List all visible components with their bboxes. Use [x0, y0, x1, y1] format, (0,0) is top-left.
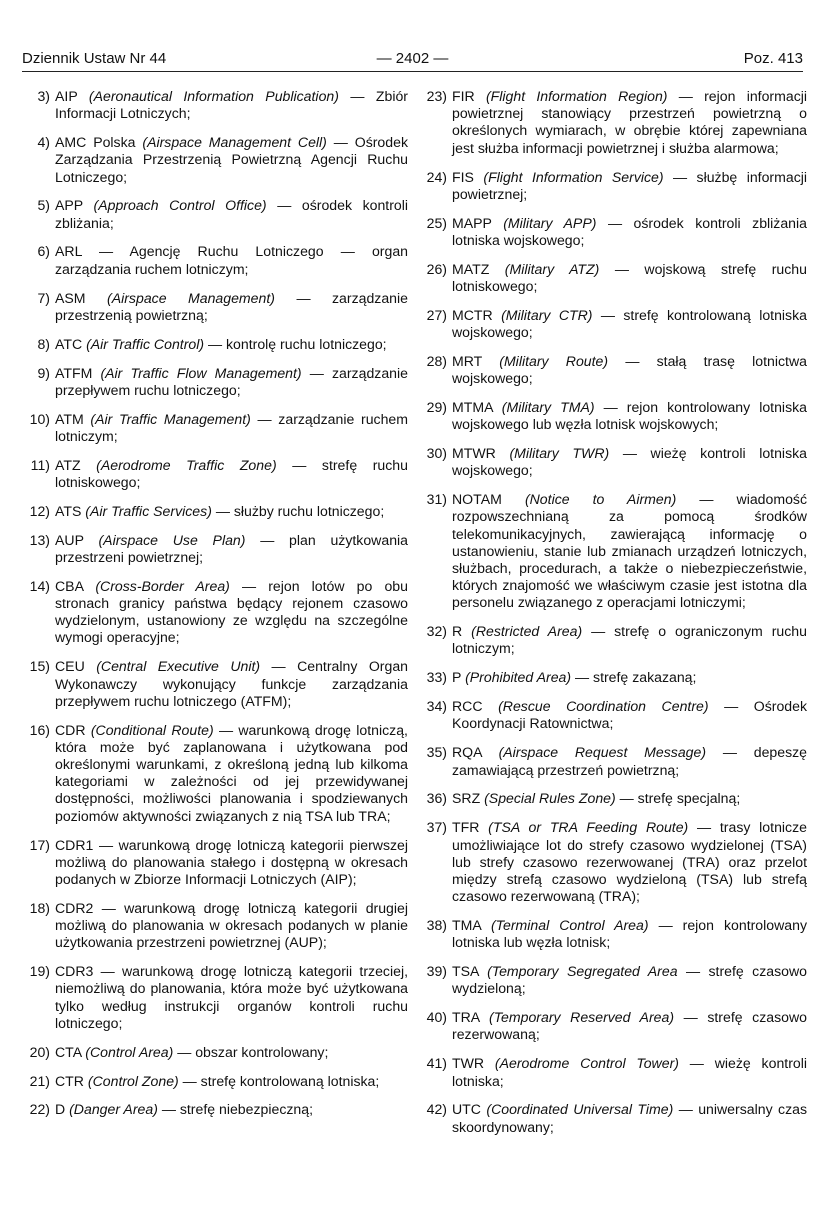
item-full-name: (Terminal Control Area) [490, 917, 649, 934]
item-number: 41) [426, 1055, 447, 1072]
item-text [55, 1044, 408, 1061]
item-definition: — ośrodek kontroli zbliżania; [55, 197, 409, 231]
item-number: 27) [426, 306, 447, 323]
item-text [452, 1101, 807, 1135]
item-full-name: (Airspace Request Message) [498, 744, 707, 761]
item-text [55, 578, 408, 647]
item-number: 33) [426, 669, 447, 686]
item-number: 23) [426, 88, 447, 104]
item-definition: — Agencję Ruchu Lotniczego — organ zarządzania ruchem lotniczym; [55, 243, 408, 277]
item-number: 19) [29, 963, 50, 980]
definition-item [22, 963, 408, 1032]
item-abbreviation: CEU [55, 658, 85, 675]
item-full-name: (Danger Area) [69, 1101, 158, 1118]
item-full-name: (Air Traffic Control) [86, 335, 205, 352]
item-full-name: (Flight Information Region) [485, 88, 668, 104]
item-number: 3) [37, 88, 50, 104]
item-text [452, 744, 807, 778]
item-definition: — warunkową drogę lotniczą, która może być zaplanowana i użytkowana pod określonymi warunkami, z określoną jedną lub kilkoma kategoriami w zależności od jej przewidywanej dostępności, możliwości planowania i spodziewanych poziomów aktywności związanych z nią TSA lub TRA; [55, 721, 408, 824]
item-number: 7) [37, 289, 50, 306]
item-abbreviation: MAPP [452, 214, 492, 231]
item-number: 25) [426, 214, 447, 231]
item-text [452, 399, 807, 433]
item-number: 22) [29, 1101, 50, 1118]
item-full-name: (Control Zone) [87, 1072, 179, 1089]
item-abbreviation: APP [55, 197, 83, 214]
item-text [55, 837, 408, 889]
item-abbreviation: TRA [452, 1009, 480, 1026]
definition-item [419, 1055, 807, 1089]
item-definition: — depeszę zamawiającą przestrzeń powietrzną; [452, 744, 808, 778]
item-full-name: (Cross-Border Area) [95, 577, 230, 594]
item-definition: — obszar kontrolowany; [177, 1043, 329, 1060]
item-text [452, 917, 807, 951]
definition-item [419, 491, 807, 611]
definition-item [22, 88, 408, 122]
item-abbreviation: RQA [452, 744, 482, 761]
item-number: 24) [426, 168, 447, 185]
item-number: 31) [426, 491, 447, 508]
item-definition: — strefę niebezpieczną; [161, 1101, 314, 1118]
item-full-name: (Prohibited Area) [465, 669, 572, 686]
item-abbreviation: TFR [452, 819, 480, 836]
definition-item [419, 445, 807, 479]
item-definition: — strefę kontrolowaną lotniska wojskowego; [452, 306, 807, 340]
item-abbreviation: CTA [55, 1043, 82, 1060]
item-number: 37) [426, 819, 447, 836]
item-abbreviation: CDR [55, 721, 86, 738]
item-abbreviation: SRZ [452, 790, 481, 807]
item-number: 8) [37, 335, 50, 352]
item-abbreviation: MRT [452, 352, 483, 369]
item-definition: — strefę specjalną; [619, 790, 741, 807]
header-rule [22, 71, 803, 72]
item-definition: — strefę zakazaną; [575, 669, 697, 686]
journal-title: Dziennik Ustaw Nr 44 [22, 50, 167, 67]
definition-item [419, 307, 807, 341]
item-text [452, 215, 807, 249]
item-text [55, 658, 408, 710]
item-full-name: (Flight Information Service) [483, 168, 664, 185]
item-definition: — strefę czasowo wydzieloną; [452, 963, 807, 997]
item-full-name: (Airspace Management) [107, 289, 275, 306]
item-abbreviation: MTMA [452, 398, 493, 415]
item-abbreviation: R [452, 623, 463, 640]
item-text [452, 491, 807, 611]
item-abbreviation: CDR2 [55, 899, 94, 916]
definition-item [22, 837, 408, 889]
definition-item [419, 169, 807, 203]
item-full-name: (Temporary Reserved Area) [489, 1009, 675, 1026]
item-full-name: (Coordinated Universal Time) [486, 1101, 674, 1118]
item-number: 29) [426, 398, 447, 415]
item-text [452, 88, 807, 157]
definition-item [419, 917, 807, 951]
definition-item [419, 1101, 807, 1135]
definition-item [22, 658, 408, 710]
item-definition: — ośrodek kontroli zbliżania lotniska wojskowego; [452, 214, 807, 248]
definition-item [419, 963, 807, 997]
item-number: 11) [30, 456, 50, 473]
item-text [452, 261, 807, 295]
item-number: 14) [29, 577, 50, 594]
item-text [55, 1073, 408, 1090]
item-full-name: (Control Area) [85, 1043, 174, 1060]
item-full-name: (Special Rules Zone) [484, 790, 616, 807]
item-definition: — wieżę kontroli lotniska wojskowego; [452, 445, 807, 479]
item-text [452, 669, 807, 686]
item-abbreviation: CBA [55, 577, 84, 594]
item-number: 42) [426, 1101, 447, 1118]
definition-item [419, 353, 807, 387]
item-definition: — zarządzanie przestrzenią powietrzną; [55, 289, 408, 323]
item-number: 5) [37, 197, 50, 214]
item-definition: — stałą trasę lotnictwa wojskowego; [452, 352, 807, 387]
item-abbreviation: AIP [55, 88, 78, 104]
item-abbreviation: UTC [452, 1101, 481, 1118]
item-text [55, 503, 408, 520]
item-full-name: (Military ATZ) [504, 260, 600, 277]
item-definition: — rejon lotów po obu stronach granicy państwa będący rejonem czasowo wydzielonym, ustanowiony ze względu na szczególne wymogi operacyjne; [55, 577, 408, 646]
item-full-name: (Conditional Route) [90, 721, 214, 738]
definition-item [22, 365, 408, 399]
item-text [452, 1055, 807, 1089]
item-number: 16) [29, 721, 50, 738]
definition-item [22, 457, 408, 491]
definition-item [22, 243, 408, 277]
right-column [419, 88, 807, 1148]
item-definition: — rejon kontrolowany lotniska wojskowego lub węzła lotnisk wojskowych; [452, 398, 808, 433]
definition-item [419, 819, 807, 905]
item-text [452, 790, 807, 807]
item-abbreviation: TWR [452, 1055, 485, 1072]
definition-item [22, 290, 408, 324]
item-full-name: (Temporary Segregated Area [487, 963, 678, 980]
item-text [55, 457, 408, 491]
item-abbreviation: MCTR [452, 306, 493, 323]
item-full-name: (Military TMA) [501, 398, 595, 415]
item-number: 18) [29, 899, 50, 916]
item-definition: — plan użytkowania przestrzeni powietrznej; [55, 531, 408, 565]
item-abbreviation: AMC Polska [55, 134, 136, 151]
item-abbreviation: ATM [55, 410, 84, 427]
item-text [452, 307, 807, 341]
item-text [452, 963, 807, 997]
item-text [55, 134, 408, 186]
item-definition: — Zbiór Informacji Lotniczych; [55, 88, 409, 122]
item-number: 21) [29, 1072, 50, 1089]
item-definition: — wiadomość rozpowszechnianą za pomocą środków telekomunikacyjnych, zawierającą informację o ustanowieniu, stanie lub zmianach urządzeń lotniczych, służbach, procedurach, a także o niebezpieczeństwie, których znajomość we właściwym czasie jest istotna dla personelu związanego z operacjami lotniczymi; [452, 491, 808, 611]
item-definition: — strefę kontrolowaną lotniska; [182, 1072, 380, 1089]
item-abbreviation: ATC [55, 335, 83, 352]
item-full-name: (TSA or TRA Feeding Route) [488, 819, 689, 836]
item-text [55, 290, 408, 324]
item-definition: — warunkową drogę lotniczą kategorii pierwszej możliwą do planowania stałego i dostępną w okresach podanych w Zbiorze Informacji Lotniczych (AIP); [55, 836, 409, 887]
item-full-name: (Airspace Management Cell) [142, 134, 327, 151]
item-abbreviation: D [55, 1101, 66, 1118]
item-full-name: (Military Route) [499, 352, 609, 369]
definition-item [22, 1073, 408, 1090]
definition-item [22, 1101, 408, 1118]
definition-item [22, 1044, 408, 1061]
item-definition: — warunkową drogę lotniczą kategorii trzeciej, niemożliwą do planowania, która może być użytkowana tylko według instrukcji organów kontroli ruchu lotniczego; [55, 963, 408, 1031]
item-text [55, 900, 408, 952]
item-full-name: (Military TWR) [509, 445, 610, 462]
item-text [452, 169, 807, 203]
definition-item [22, 336, 408, 353]
page-number: — 2402 — [376, 50, 449, 67]
item-abbreviation: ATS [55, 502, 82, 519]
item-definition: — wieżę kontroli lotniska; [452, 1055, 807, 1089]
definition-item [22, 503, 408, 520]
definition-item [419, 790, 807, 807]
item-abbreviation: FIS [452, 168, 474, 185]
item-text [55, 963, 408, 1032]
item-text [55, 197, 408, 231]
item-text [55, 1101, 408, 1118]
item-abbreviation: P [452, 669, 462, 686]
item-definition: — służby ruchu lotniczego; [215, 502, 385, 519]
item-text [55, 722, 408, 825]
item-abbreviation: AUP [55, 531, 84, 548]
item-definition: — wojskową strefę ruchu lotniskowego; [452, 260, 807, 294]
item-full-name: (Aeronautical Information Publication) [88, 88, 339, 104]
item-number: 20) [29, 1043, 50, 1060]
item-number: 9) [37, 364, 50, 381]
item-definition: — strefę ruchu lotniskowego; [55, 456, 408, 490]
item-full-name: (Air Traffic Management) [90, 410, 251, 427]
item-number: 10) [29, 410, 50, 427]
position-number: Poz. 413 [743, 50, 803, 67]
item-full-name: (Air Traffic Services) [85, 502, 212, 519]
item-number: 38) [426, 917, 447, 934]
item-definition: — Centralny Organ Wykonawczy wykonujący funkcje zarządzania przepływem ruchu lotniczego (ATFM); [55, 658, 409, 709]
item-text [55, 243, 408, 277]
item-number: 35) [426, 744, 447, 761]
item-text [452, 623, 807, 657]
item-full-name: (Military CTR) [501, 306, 593, 323]
item-definition: — kontrolę ruchu lotniczego; [207, 335, 387, 352]
definition-item [22, 578, 408, 647]
item-number: 39) [426, 963, 447, 980]
page-header [22, 50, 803, 72]
item-text [55, 88, 408, 122]
item-full-name: (Central Executive Unit) [96, 658, 261, 675]
item-abbreviation: ASM [55, 289, 86, 306]
definition-item [419, 1009, 807, 1043]
item-full-name: (Approach Control Office) [93, 197, 267, 214]
item-number: 17) [29, 836, 50, 853]
definition-item [419, 744, 807, 778]
item-definition: — trasy lotnicze umożliwiające lot do strefy czasowo wydzielonej (TSA) lub strefy czasowo rezerwowanej (TRA) oraz przelot między strefą czasowo wydzieloną (TSA) lub strefą czasowo rezerwowaną (TRA); [452, 819, 807, 905]
item-full-name: (Notice to Airmen) [524, 491, 677, 508]
definition-item [22, 900, 408, 952]
item-definition: — rejon kontrolowany lotniska lub węzła lotnisk; [452, 917, 808, 951]
item-text [55, 365, 408, 399]
item-definition: — strefę o ograniczonym ruchu lotniczym; [452, 623, 807, 657]
item-number: 6) [37, 243, 50, 260]
item-abbreviation: CTR [55, 1072, 84, 1089]
definition-item [419, 698, 807, 732]
item-abbreviation: TMA [452, 917, 481, 934]
item-full-name: (Rescue Coordination Centre) [498, 698, 709, 715]
item-definition: — rejon informacji powietrznej stanowiący przestrzeń powietrzną o określonych wymiarach, w obrębie której zapewniana jest służba informacji powietrznej i służba alarmowa; [452, 88, 808, 156]
item-number: 34) [426, 698, 447, 715]
definition-item [419, 261, 807, 295]
item-number: 32) [426, 623, 447, 640]
item-number: 15) [29, 658, 50, 675]
item-full-name: (Military APP) [503, 214, 597, 231]
item-full-name: (Aerodrome Traffic Zone) [96, 456, 277, 473]
item-number: 13) [29, 531, 50, 548]
item-abbreviation: RCC [452, 698, 483, 715]
definition-item [419, 669, 807, 686]
item-full-name: (Aerodrome Control Tower) [494, 1055, 679, 1072]
definition-item [22, 411, 408, 445]
definition-item [22, 722, 408, 825]
item-abbreviation: ATFM [55, 364, 93, 381]
item-number: 40) [426, 1009, 447, 1026]
item-text [452, 353, 807, 387]
item-definition: — uniwersalny czas skoordynowany; [452, 1101, 807, 1135]
item-number: 26) [426, 260, 447, 277]
item-abbreviation: CDR1 [55, 836, 94, 853]
item-abbreviation: NOTAM [452, 491, 502, 508]
item-abbreviation: CDR3 [55, 963, 94, 980]
definition-item [22, 532, 408, 566]
definition-item [419, 623, 807, 657]
item-abbreviation: MATZ [452, 260, 490, 277]
left-column [22, 88, 408, 1130]
item-definition: — warunkową drogę lotniczą kategorii drugiej możliwą do planowania w okresach podanych w planie użytkowania przestrzeni powietrznej (AUP); [55, 899, 409, 951]
item-number: 36) [426, 790, 447, 807]
item-definition: — służbę informacji powietrznej; [452, 168, 808, 202]
item-text [55, 336, 408, 353]
definition-item [419, 88, 807, 157]
item-full-name: (Air Traffic Flow Management) [100, 364, 302, 381]
item-number: 28) [426, 352, 447, 369]
item-abbreviation: FIR [452, 88, 475, 104]
item-text [55, 411, 408, 445]
item-number: 4) [37, 134, 50, 151]
item-abbreviation: TSA [452, 963, 479, 980]
item-text [452, 1009, 807, 1043]
item-definition: — Ośrodek Zarządzania Przestrzenią Powietrzną Agencji Ruchu Lotniczego; [55, 134, 408, 185]
item-definition: — Ośrodek Koordynacji Ratownictwa; [452, 698, 808, 732]
definition-item [22, 197, 408, 231]
item-abbreviation: ARL [55, 243, 82, 260]
definition-item [419, 215, 807, 249]
item-text [452, 445, 807, 479]
item-abbreviation: ATZ [55, 456, 81, 473]
item-text [452, 698, 807, 732]
item-full-name: (Airspace Use Plan) [98, 531, 246, 548]
definition-item [419, 399, 807, 433]
item-definition: — zarządzanie przepływem ruchu lotniczego; [55, 364, 408, 398]
item-text [452, 819, 807, 905]
item-text [55, 532, 408, 566]
item-definition: — strefę czasowo rezerwowaną; [452, 1009, 808, 1043]
item-number: 12) [29, 502, 50, 519]
item-number: 30) [426, 445, 447, 462]
item-abbreviation: MTWR [452, 445, 496, 462]
item-full-name: (Restricted Area) [471, 623, 583, 640]
item-definition: — zarządzanie ruchem lotniczym; [55, 410, 408, 444]
definition-item [22, 134, 408, 186]
